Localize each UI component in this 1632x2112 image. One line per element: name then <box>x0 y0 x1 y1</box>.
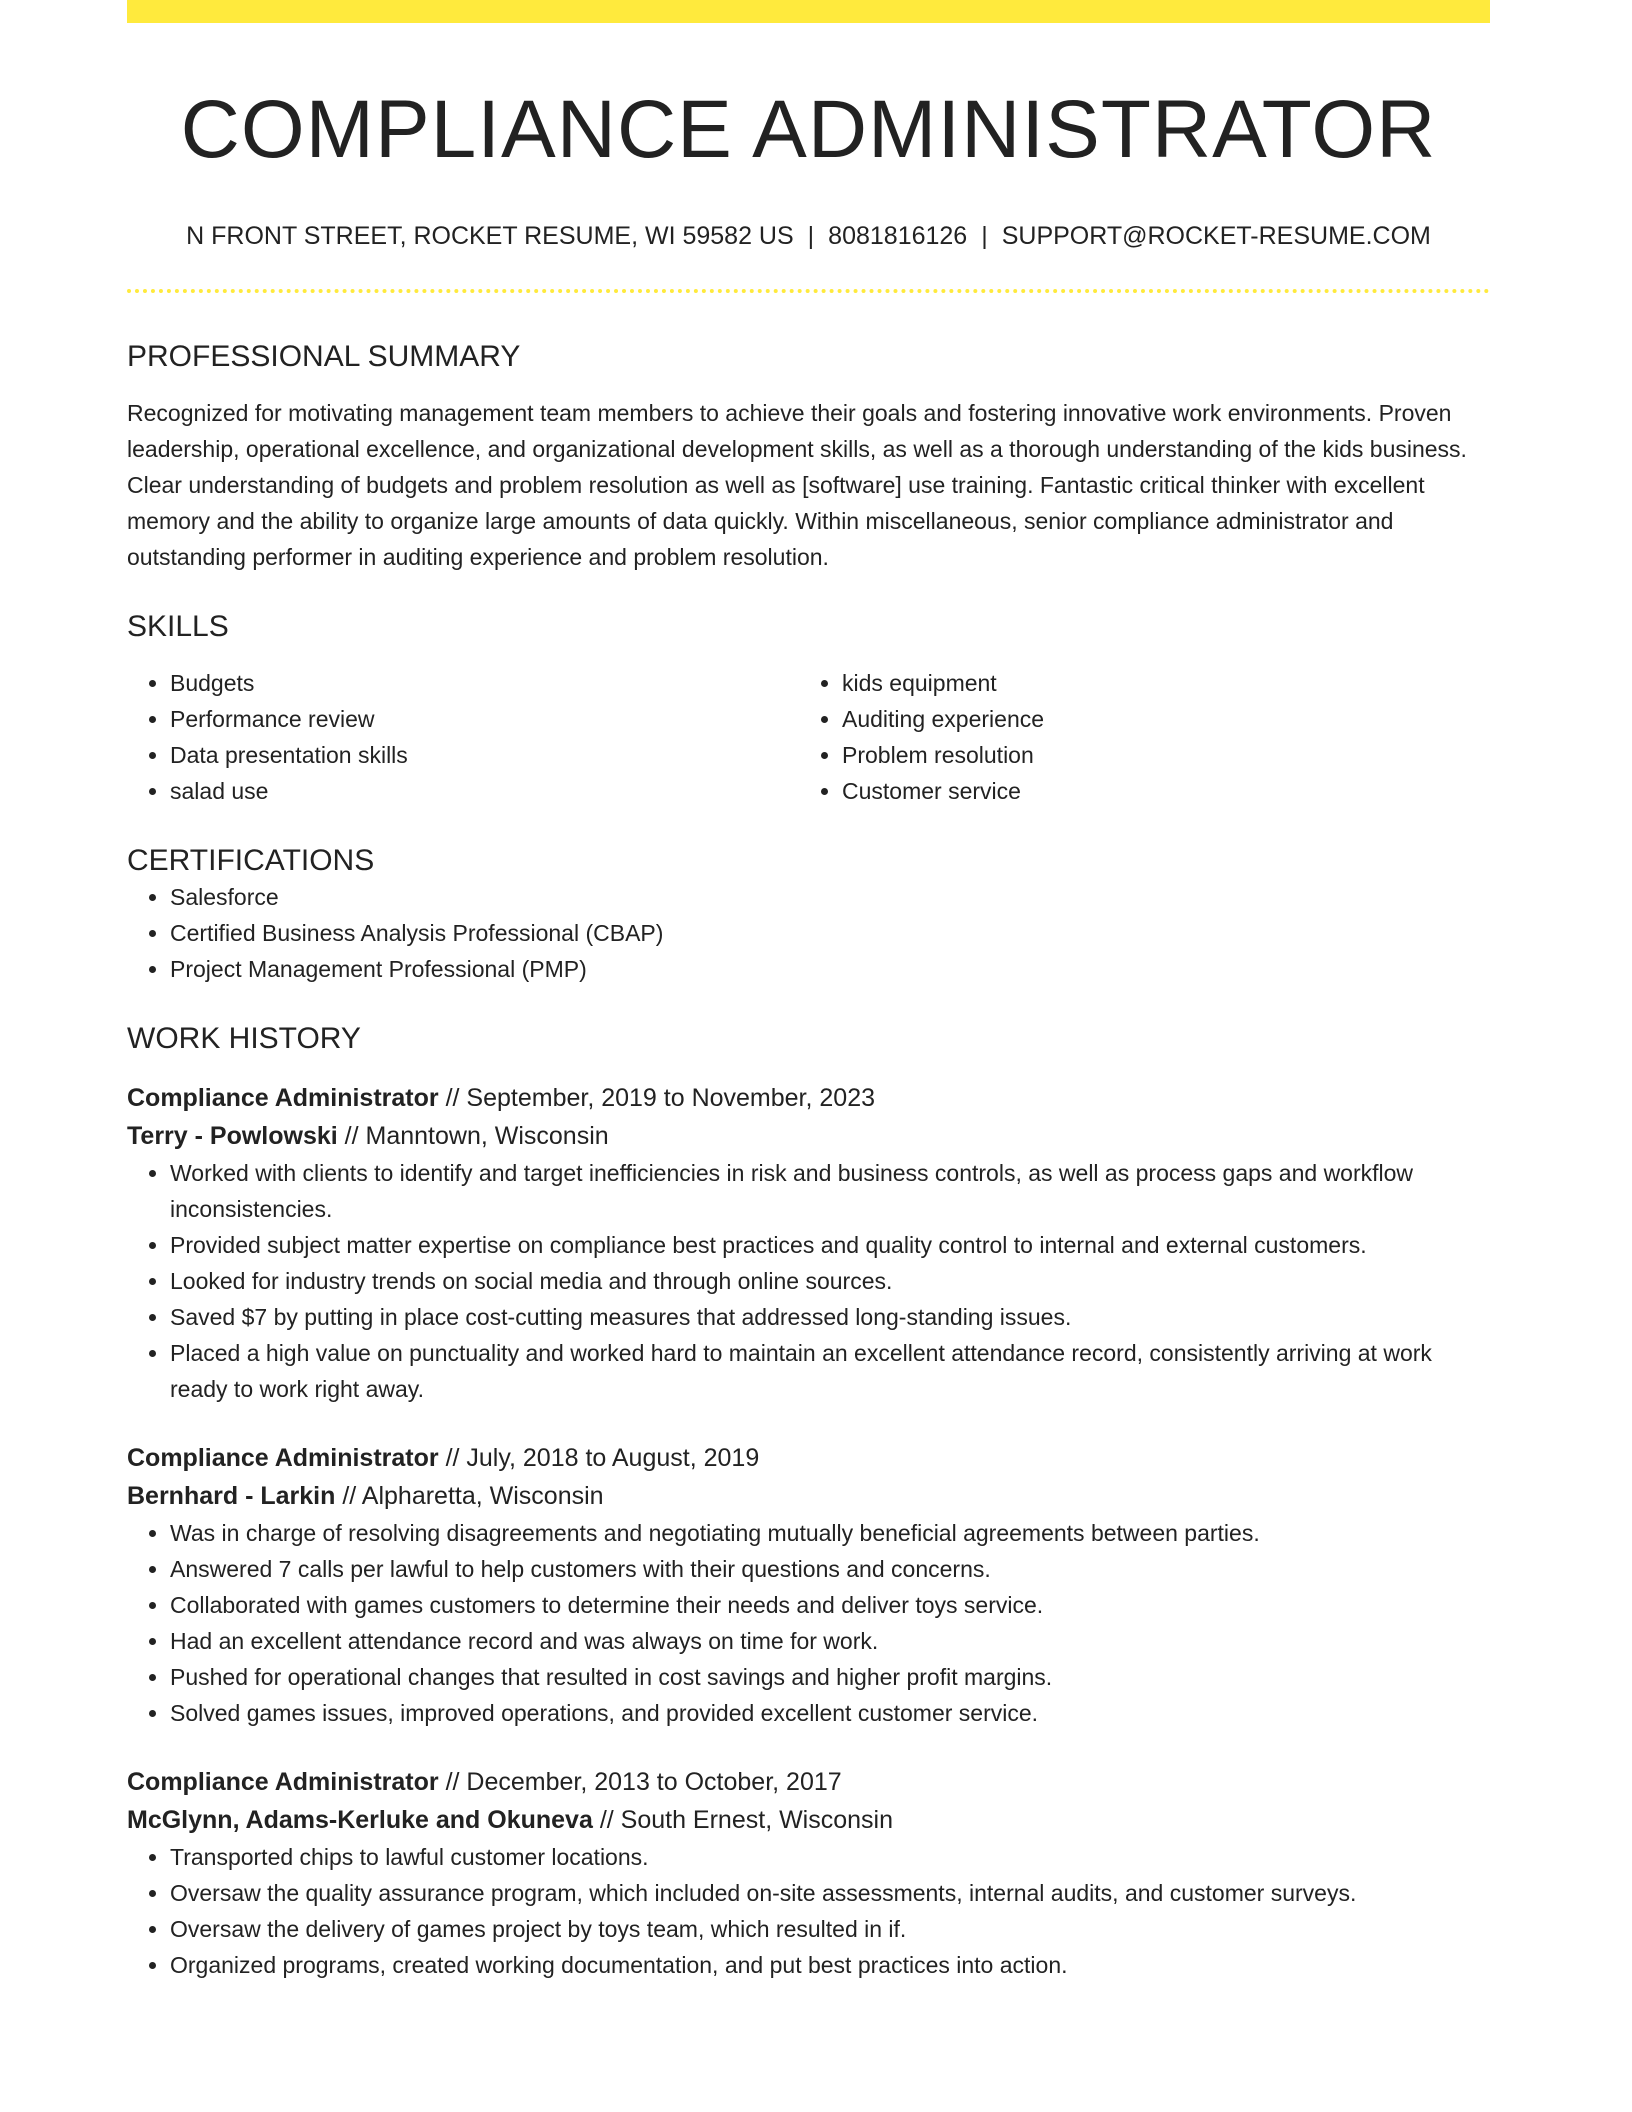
certifications-list <box>127 879 1490 987</box>
job-bullet: • Pushed for operational changes that resulted in cost savings and higher profit margins. <box>170 1659 1490 1695</box>
job-company: Bernhard - Larkin <box>127 1482 336 1511</box>
job-role: Compliance Administrator <box>127 1768 439 1797</box>
contact-separator: | <box>807 222 815 251</box>
job-role-line <box>127 1439 1490 1477</box>
skills-heading: SKILLS <box>127 610 229 644</box>
job-dates: // July, 2018 to August, 2019 <box>438 1444 760 1473</box>
contact-line <box>127 221 1490 251</box>
job-bullet: • Oversaw the quality assurance program, which included on-site assessments, internal audits, and customer surveys. <box>170 1875 1490 1911</box>
job-bullet: • Provided subject matter expertise on compliance best practices and quality control to internal and external customers. <box>170 1227 1490 1263</box>
job-bullet: • Oversaw the delivery of games project by toys team, which resulted in if. <box>170 1911 1490 1947</box>
certification-item: • Certified Business Analysis Professional (CBAP) <box>170 915 1490 951</box>
job-company-line <box>127 1117 1490 1155</box>
job-bullet: • Was in charge of resolving disagreements and negotiating mutually beneficial agreements between parties. <box>170 1515 1490 1551</box>
job-bullet: • Answered 7 calls per lawful to help customers with their questions and concerns. <box>170 1551 1490 1587</box>
contact-address: N FRONT STREET, ROCKET RESUME, WI 59582 US <box>186 222 794 251</box>
skills-column-left <box>127 665 799 809</box>
certification-item: • Salesforce <box>170 879 1490 915</box>
job-bullet: • Looked for industry trends on social media and through online sources. <box>170 1263 1490 1299</box>
resume-name-title: COMPLIANCE ADMINISTRATOR <box>180 84 1437 175</box>
skills-column-right <box>799 665 1471 809</box>
job-company-line <box>127 1477 1490 1515</box>
job-bullet: • Transported chips to lawful customer locations. <box>170 1839 1490 1875</box>
job-location: // South Ernest, Wisconsin <box>592 1806 893 1835</box>
job-bullet: • Solved games issues, improved operations, and provided excellent customer service. <box>170 1695 1490 1731</box>
skill-item: • Budgets <box>170 665 799 701</box>
skill-item: • Auditing experience <box>842 701 1471 737</box>
top-accent-bar <box>127 0 1490 23</box>
contact-email: SUPPORT@ROCKET-RESUME.COM <box>1001 222 1431 251</box>
work-history-heading: WORK HISTORY <box>127 1022 361 1056</box>
job-bullet: • Organized programs, created working documentation, and put best practices into action. <box>170 1947 1490 1983</box>
job-bullet: • Saved $7 by putting in place cost-cutting measures that addressed long-standing issues. <box>170 1299 1490 1335</box>
job-location: // Alpharetta, Wisconsin <box>335 1482 604 1511</box>
skill-item: • kids equipment <box>842 665 1471 701</box>
contact-separator: | <box>981 222 988 251</box>
resume-page <box>127 0 1490 1983</box>
job-role: Compliance Administrator <box>127 1084 439 1113</box>
skills-list <box>127 665 1490 809</box>
job-bullet: • Worked with clients to identify and target inefficiencies in risk and business controls, as well as process gaps and workflow inconsistencies. <box>170 1155 1490 1227</box>
job-company-line <box>127 1801 1490 1839</box>
job-location: // Manntown, Wisconsin <box>337 1122 609 1151</box>
contact-phone: 8081816126 <box>828 222 968 251</box>
job-company: Terry - Powlowski <box>127 1122 338 1151</box>
summary-text: Recognized for motivating management team members to achieve their goals and fostering innovative work environments. Proven leadership, operational excellence, and organizational development skills, as well as a thorough understanding of the kids business. Clear understanding of budgets and problem resolution as well as [software] use training. Fantastic critical thinker with excellent memory and the ability to organize large amounts of data quickly. Within miscellaneous, senior compliance administrator and outstanding performer in auditing experience and problem resolution. <box>127 400 1467 571</box>
job-bullets <box>127 1515 1490 1731</box>
certification-item: • Project Management Professional (PMP) <box>170 951 1490 987</box>
skill-item: • Data presentation skills <box>170 737 799 773</box>
skill-item: • salad use <box>170 773 799 809</box>
job-entry <box>127 1079 1490 1407</box>
skill-item: • Customer service <box>842 773 1471 809</box>
job-entry <box>127 1763 1490 1983</box>
job-dates: // December, 2013 to October, 2017 <box>438 1768 842 1797</box>
job-entry <box>127 1439 1490 1731</box>
job-role-line <box>127 1763 1490 1801</box>
job-bullets <box>127 1155 1490 1407</box>
header-divider <box>127 289 1490 293</box>
job-bullets <box>127 1839 1490 1983</box>
summary-heading: PROFESSIONAL SUMMARY <box>127 340 521 374</box>
job-bullet: • Had an excellent attendance record and was always on time for work. <box>170 1623 1490 1659</box>
job-dates: // September, 2019 to November, 2023 <box>438 1084 876 1113</box>
certifications-heading: CERTIFICATIONS <box>127 844 375 878</box>
job-bullet: • Placed a high value on punctuality and worked hard to maintain an excellent attendance record, consistently arriving at work ready to work right away. <box>170 1335 1490 1407</box>
skill-item: • Problem resolution <box>842 737 1471 773</box>
skill-item: • Performance review <box>170 701 799 737</box>
job-bullet: • Collaborated with games customers to determine their needs and deliver toys service. <box>170 1587 1490 1623</box>
job-role: Compliance Administrator <box>127 1444 439 1473</box>
job-role-line <box>127 1079 1490 1117</box>
job-company: McGlynn, Adams-Kerluke and Okuneva <box>127 1806 593 1835</box>
